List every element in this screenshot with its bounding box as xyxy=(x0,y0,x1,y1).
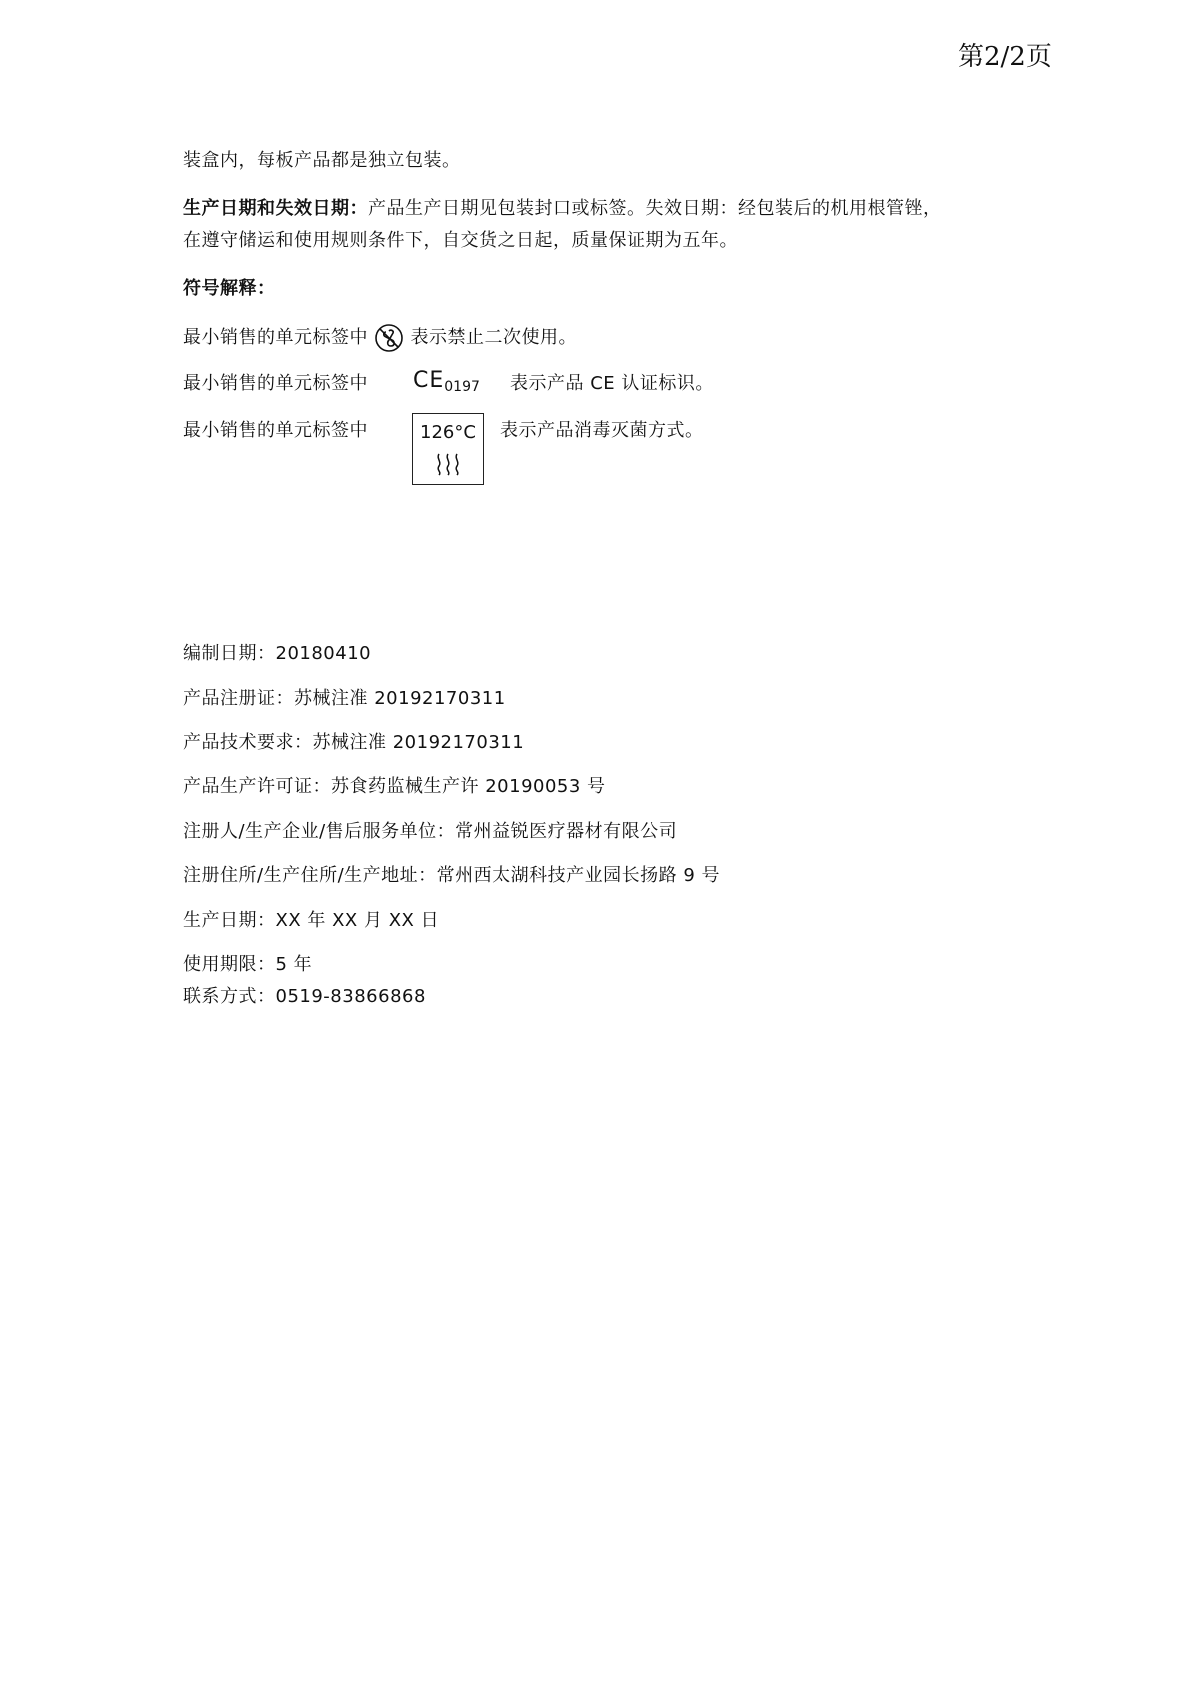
steam-waves-icon xyxy=(435,452,463,476)
info-manufacturer: 注册人/生产企业/售后服务单位：常州益锐医疗器材有限公司 xyxy=(183,821,678,842)
info-production-date: 生产日期：XX 年 XX 月 XX 日 xyxy=(183,910,440,931)
dates-heading: 生产日期和失效日期： xyxy=(183,198,368,219)
no-reuse-icon xyxy=(374,323,404,353)
info-contact: 联系方式：0519-83866868 xyxy=(183,986,426,1007)
steril-temp: 126°C xyxy=(420,422,476,443)
symbol-prefix: 最小销售的单元标签中 xyxy=(183,327,368,348)
sterilization-icon xyxy=(412,413,484,485)
packaging-text: 装盒内，每板产品都是独立包装。 xyxy=(183,150,461,171)
info-tech-requirements: 产品技术要求：苏械注准 20192170311 xyxy=(183,732,525,753)
dates-line-2: 在遵守储运和使用规则条件下，自交货之日起，质量保证期为五年。 xyxy=(183,230,738,251)
dates-line-1 xyxy=(183,196,942,222)
symbol-prefix: 最小销售的单元标签中 xyxy=(183,420,368,441)
info-production-license: 产品生产许可证：苏食药监械生产许 20190053 号 xyxy=(183,776,606,797)
noreuse-desc: 表示禁止二次使用。 xyxy=(410,327,577,348)
symbol-row-ce xyxy=(183,371,368,397)
ce-desc: 表示产品 CE 认证标识。 xyxy=(510,373,714,394)
symbol-row-noreuse xyxy=(183,323,577,353)
symbol-row-steril xyxy=(183,418,368,444)
dates-body-1: 产品生产日期见包装封口或标签。失效日期：经包装后的机用根管锉， xyxy=(368,198,942,219)
info-service-life: 使用期限：5 年 xyxy=(183,954,313,975)
ce-notified-body: 0197 xyxy=(444,379,480,395)
symbols-heading: 符号解释： xyxy=(183,278,276,299)
info-registration: 产品注册证：苏械注准 20192170311 xyxy=(183,688,506,709)
steril-desc: 表示产品消毒灭菌方式。 xyxy=(500,420,704,441)
page-number: 第2/2页 xyxy=(958,42,1052,72)
ce-mark-icon xyxy=(413,368,480,395)
symbol-prefix: 最小销售的单元标签中 xyxy=(183,373,368,394)
info-address: 注册住所/生产住所/生产地址：常州西太湖科技产业园长扬路 9 号 xyxy=(183,865,721,886)
info-compile-date: 编制日期：20180410 xyxy=(183,643,372,664)
ce-mark-text: CE xyxy=(413,368,445,393)
